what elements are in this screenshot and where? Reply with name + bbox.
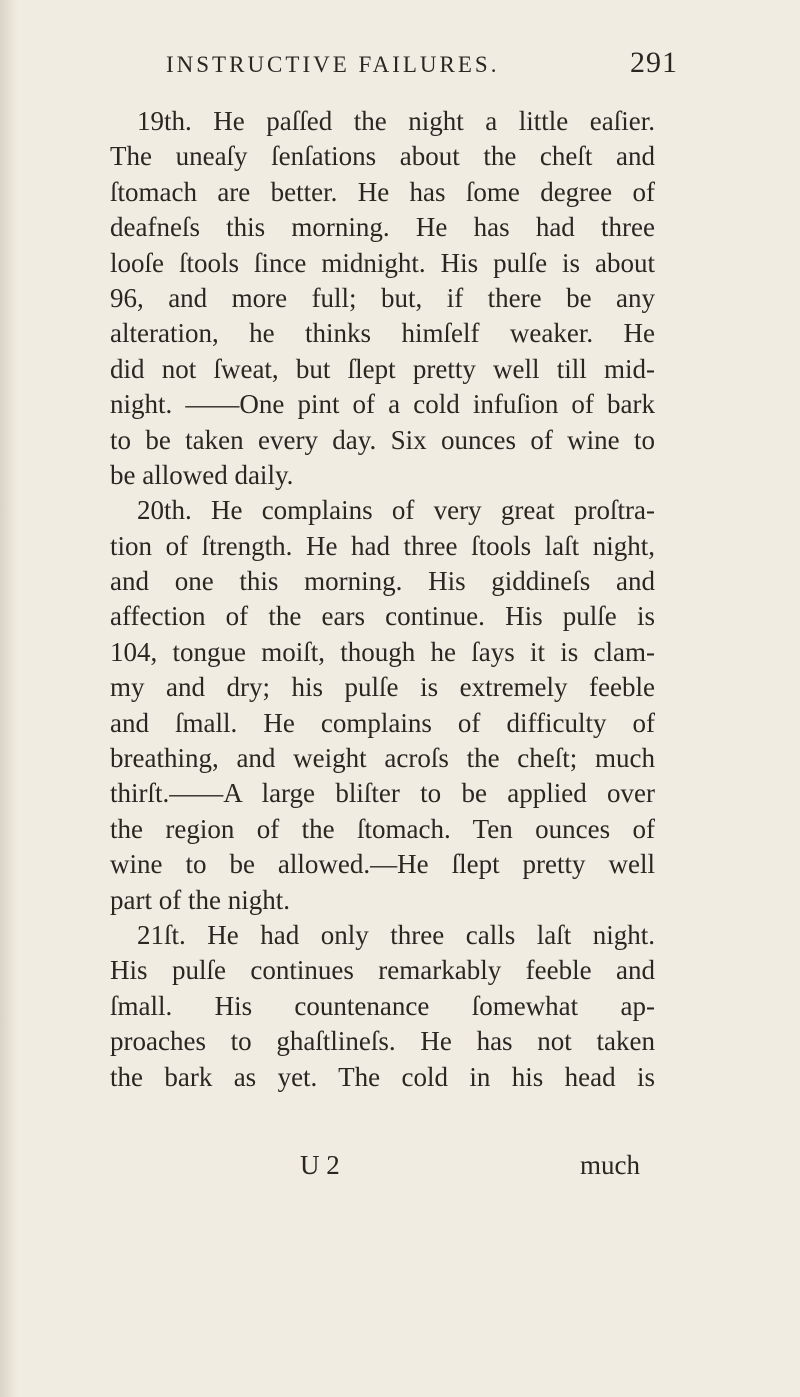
text-line: 21ſt. He had only three calls laſt night. [137, 919, 655, 950]
text-line: deafneſs this morning. He has had three [110, 212, 655, 243]
text-line: tion of ſtrength. He had three ſtools laſt night, [110, 530, 655, 561]
page-footer [0, 1150, 800, 1190]
text-line: the bark as yet. The cold in his head is [110, 1061, 655, 1092]
text-line: thirſt.——A large bliſter to be applied over [110, 778, 655, 809]
running-head: INSTRUCTIVE FAILURES. [166, 52, 500, 77]
text-line: breathing, and weight acroſs the cheſt; much [110, 743, 655, 774]
text-line: and ſmall. He complains of difficulty of [110, 707, 655, 738]
catchword: much [580, 1150, 640, 1180]
text-line: affection of the ears continue. His pulſe is [110, 601, 655, 632]
text-line: and one this morning. His giddineſs and [110, 566, 655, 597]
page-header [0, 40, 800, 90]
text-line: my and dry; his pulſe is extremely feeble [110, 672, 655, 703]
text-line: ſtomach are better. He has ſome degree of [110, 176, 655, 207]
text-line: The uneaſy ſenſations about the cheſt and [110, 141, 655, 172]
text-line: ſmall. His countenance ſomewhat ap- [110, 990, 655, 1021]
text-line: 19th. He paſſed the night a little eaſier. [137, 106, 655, 136]
text-line: wine to be allowed.—He ſlept pretty well [110, 849, 655, 880]
text-line: 104, tongue moiſt, though he ſays it is clam- [110, 636, 655, 667]
body-text [110, 104, 655, 1095]
text-line: to be taken every day. Six ounces of wine to [110, 424, 655, 455]
text-line: looſe ſtools ſince midnight. His pulſe is about [110, 247, 655, 278]
text-line: night. ——One pint of a cold infuſion of bark [110, 389, 655, 420]
text-line: did not ſweat, but ſlept pretty well till mid- [110, 353, 655, 384]
text-line: His pulſe continues remarkably feeble and [110, 955, 655, 986]
text-line: proaches to ghaſtlineſs. He has not taken [110, 1026, 655, 1057]
text-line: 96, and more full; but, if there be any [110, 282, 655, 313]
text-line: part of the night. [110, 884, 290, 915]
text-line: 20th. He complains of very great proſtra- [137, 495, 655, 526]
text-line: alteration, he thinks himſelf weaker. He [110, 318, 655, 349]
text-line: be allowed daily. [110, 459, 294, 490]
page-number: 291 [630, 46, 678, 79]
signature-mark: U 2 [300, 1150, 340, 1180]
text-line: the region of the ſtomach. Ten ounces of [110, 813, 655, 844]
